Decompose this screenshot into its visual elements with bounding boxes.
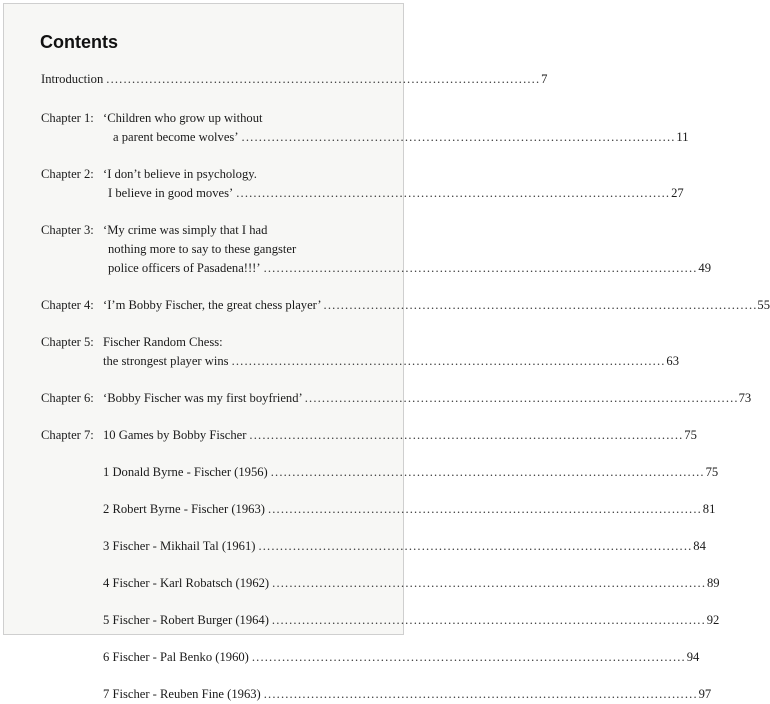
list-item <box>103 574 720 593</box>
toc-entry-chapter-2 <box>41 165 684 203</box>
dot-leader <box>106 70 538 89</box>
page-number: 81 <box>702 502 716 516</box>
dot-leader <box>264 685 696 704</box>
game-title: 6 Fischer - Pal Benko (1960) <box>103 650 249 664</box>
dot-leader <box>236 184 668 203</box>
page-number: 84 <box>693 539 706 553</box>
page-number: 75 <box>684 428 697 442</box>
page-number: 49 <box>698 261 712 275</box>
page-number: 11 <box>676 130 689 144</box>
entry-title: ‘Bobby Fischer was my first boyfriend’ <box>103 391 303 405</box>
book-page <box>3 3 770 701</box>
list-item <box>103 537 706 556</box>
entry-title-line-1: ‘Children who grow up without <box>103 111 263 125</box>
chapter-label: Chapter 5: <box>41 335 94 349</box>
game-title: 7 Fischer - Reuben Fine (1963) <box>103 687 261 701</box>
entry-title: 10 Games by Bobby Fischer <box>103 428 247 442</box>
entry-title-line-1: ‘I don’t believe in psychology. <box>103 167 257 181</box>
chapter-label: Chapter 4: <box>41 298 94 312</box>
list-item <box>103 648 700 667</box>
chapter-label: Chapter 7: <box>41 428 94 442</box>
toc-entry-introduction <box>41 70 548 89</box>
page-number: 63 <box>666 354 679 368</box>
dot-leader <box>268 500 700 519</box>
dot-leader <box>258 537 690 556</box>
table-of-contents <box>41 70 770 704</box>
dot-leader <box>305 389 737 408</box>
entry-title-line-1: ‘My crime was simply that I had <box>103 223 268 237</box>
page-number: 27 <box>671 186 684 200</box>
toc-entry-chapter-4 <box>41 296 770 315</box>
toc-entry-chapter-6 <box>41 389 752 408</box>
dot-leader <box>242 128 674 147</box>
page-number: 7 <box>541 72 548 86</box>
game-title: 4 Fischer - Karl Robatsch (1962) <box>103 576 270 590</box>
page-number: 73 <box>738 391 752 405</box>
toc-entry-chapter-1 <box>41 109 689 147</box>
chapter-label: Chapter 2: <box>41 167 94 181</box>
page-number: 75 <box>705 465 719 479</box>
list-item <box>103 611 720 630</box>
chapter-label: Chapter 6: <box>41 391 94 405</box>
dot-leader <box>252 648 684 667</box>
toc-entry-chapter-3 <box>41 221 712 278</box>
toc-entry-chapter-5 <box>41 333 679 371</box>
page-number: 92 <box>706 613 720 627</box>
dot-leader <box>249 426 681 445</box>
dot-leader <box>271 463 703 482</box>
entry-title-line-2: the strongest player wins <box>103 354 229 368</box>
page-number: 55 <box>757 298 770 312</box>
entry-title-line-2: I believe in good moves’ <box>108 186 234 200</box>
dot-leader <box>264 259 696 278</box>
entry-title: ‘I’m Bobby Fischer, the great chess player’ <box>103 298 322 312</box>
chapter-label: Chapter 3: <box>41 223 94 237</box>
dot-leader <box>272 611 704 630</box>
entry-title-line-1: Fischer Random Chess: <box>103 335 223 349</box>
dot-leader <box>324 296 756 315</box>
games-list <box>41 463 720 704</box>
page-number: 89 <box>706 576 720 590</box>
game-title: 1 Donald Byrne - Fischer (1956) <box>103 465 268 479</box>
page-title: Contents <box>40 32 118 52</box>
entry-title-line-3: police officers of Pasadena!!!’ <box>108 261 261 275</box>
chapter-label: Chapter 1: <box>41 111 94 125</box>
game-title: 5 Fischer - Robert Burger (1964) <box>103 613 269 627</box>
entry-title: Introduction <box>41 72 104 86</box>
game-title: 3 Fischer - Mikhail Tal (1961) <box>103 539 256 553</box>
dot-leader <box>232 352 664 371</box>
dot-leader <box>272 574 704 593</box>
list-item <box>103 685 712 704</box>
entry-title-line-2: nothing more to say to these gangster <box>108 242 297 256</box>
page-number: 97 <box>698 687 712 701</box>
page-number: 94 <box>686 650 700 664</box>
list-item <box>103 500 716 519</box>
entry-title-line-2: a parent become wolves’ <box>113 130 239 144</box>
toc-entry-chapter-7 <box>41 426 697 445</box>
list-item <box>103 463 719 482</box>
game-title: 2 Robert Byrne - Fischer (1963) <box>103 502 265 516</box>
